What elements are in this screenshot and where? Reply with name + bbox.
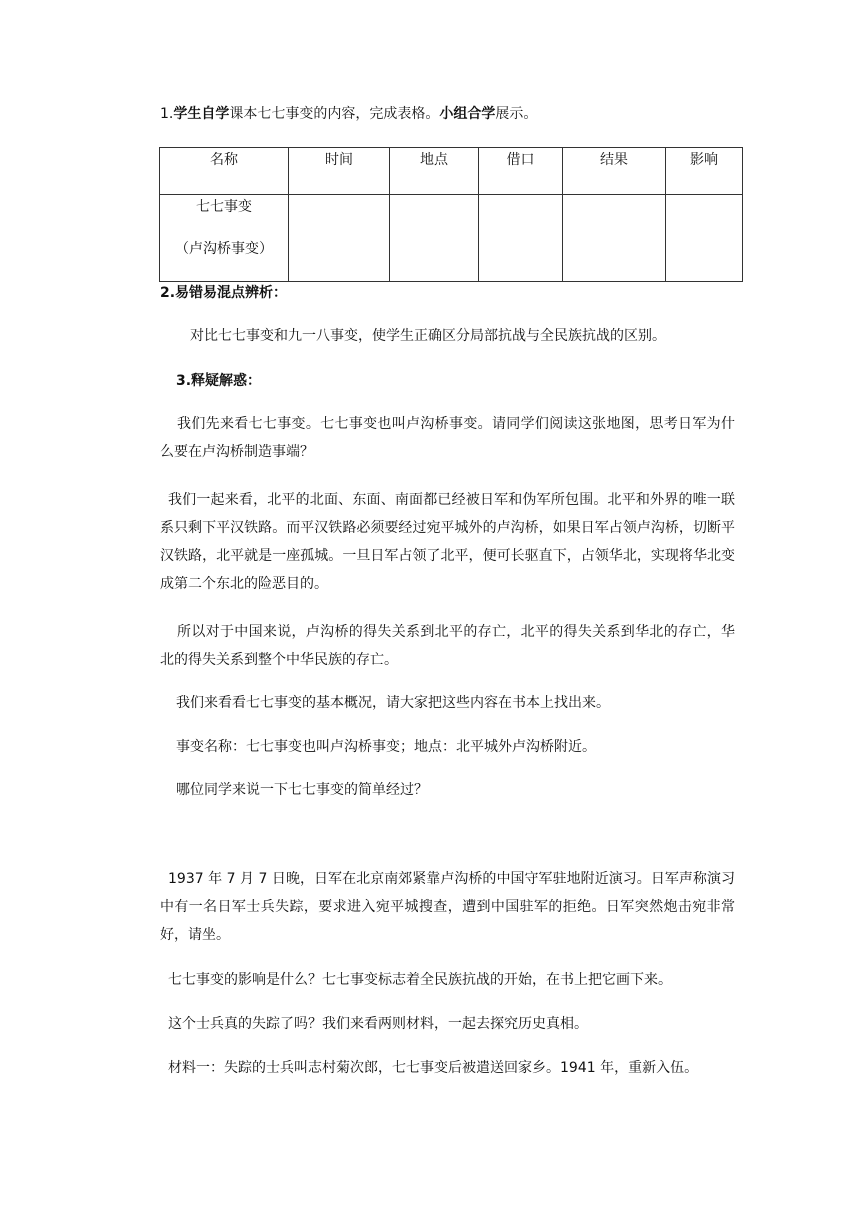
paragraph-3: 所以对于中国来说，卢沟桥的得失关系到北平的存亡，北平的得失关系到华北的存亡，华北的得失关系到整个中华民族的存亡。 bbox=[160, 624, 735, 668]
table-cell-pretext bbox=[479, 195, 563, 282]
section1-text: 课本七七事变的内容，完成表格。 bbox=[229, 106, 440, 122]
paragraph-7: 1937 年 7 月 7 日晚，日军在北京南郊紧靠卢沟桥的中国守军驻地附近演习。日军声称演习中有一名日军士兵失踪，要求进入宛平城搜查，遭到中国驻军的拒绝。日军突然炮击宛非常好，请坐。 bbox=[160, 871, 735, 943]
section2-heading: 2.易错易混点辨析： bbox=[160, 285, 288, 301]
paragraph-6: 哪位同学来说一下七七事变的简单经过？ bbox=[176, 782, 428, 798]
table-header-cell: 名称 bbox=[160, 148, 289, 195]
table-cell-impact bbox=[666, 195, 743, 282]
table-header-cell: 影响 bbox=[666, 148, 743, 195]
table-header-cell: 结果 bbox=[563, 148, 666, 195]
paragraph-9: 这个士兵真的失踪了吗？我们来看两则材料，一起去探究历史真相。 bbox=[168, 1016, 588, 1032]
table-cell-time bbox=[289, 195, 390, 282]
event-name-line1: 七七事变 bbox=[196, 199, 252, 215]
table-header-row bbox=[160, 148, 743, 195]
table-header-cell: 地点 bbox=[390, 148, 479, 195]
paragraph-1: 我们先来看七七事变。七七事变也叫卢沟桥事变。请同学们阅读这张地图，思考日军为什么要在卢沟桥制造事端？ bbox=[160, 416, 735, 460]
section1-bold-self-study: 学生自学 bbox=[173, 106, 230, 122]
paragraph-4: 我们来看看七七事变的基本概况，请大家把这些内容在书本上找出来。 bbox=[176, 695, 610, 711]
paragraph-8: 七七事变的影响是什么？七七事变标志着全民族抗战的开始，在书上把它画下来。 bbox=[168, 972, 672, 988]
section1-number: 1. bbox=[160, 106, 174, 122]
section1-text-end: 展示。 bbox=[495, 106, 538, 122]
section3-heading: 3.释疑解惑： bbox=[176, 373, 262, 389]
paragraph-5: 事变名称：七七事变也叫卢沟桥事变；地点：北平城外卢沟桥附近。 bbox=[176, 739, 596, 755]
table-cell-place bbox=[390, 195, 479, 282]
table-header-cell: 时间 bbox=[289, 148, 390, 195]
table-row bbox=[160, 195, 743, 282]
table-cell-name bbox=[160, 195, 289, 282]
paragraph-2: 我们一起来看，北平的北面、东面、南面都已经被日军和伪军所包围。北平和外界的唯一联系只剩下平汉铁路。而平汉铁路必须要经过宛平城外的卢沟桥，如果日军占领卢沟桥，切断平汉铁路，北平就是一座孤城。一旦日军占领了北平，便可长驱直下，占领华北，实现将华北变成第二个东北的险恶目的。 bbox=[160, 492, 735, 592]
section1-bold-group-study: 小组合学 bbox=[439, 106, 496, 122]
section1-instruction bbox=[160, 104, 537, 124]
table-cell-result bbox=[563, 195, 666, 282]
event-name-line2: （卢沟桥事变） bbox=[175, 241, 273, 257]
section2-text: 对比七七事变和九一八事变，使学生正确区分局部抗战与全民族抗战的区别。 bbox=[190, 328, 666, 344]
paragraph-10: 材料一：失踪的士兵叫志村菊次郎，七七事变后被遣送回家乡。1941 年，重新入伍。 bbox=[168, 1060, 699, 1076]
table-header-cell: 借口 bbox=[479, 148, 563, 195]
event-table bbox=[159, 147, 743, 282]
